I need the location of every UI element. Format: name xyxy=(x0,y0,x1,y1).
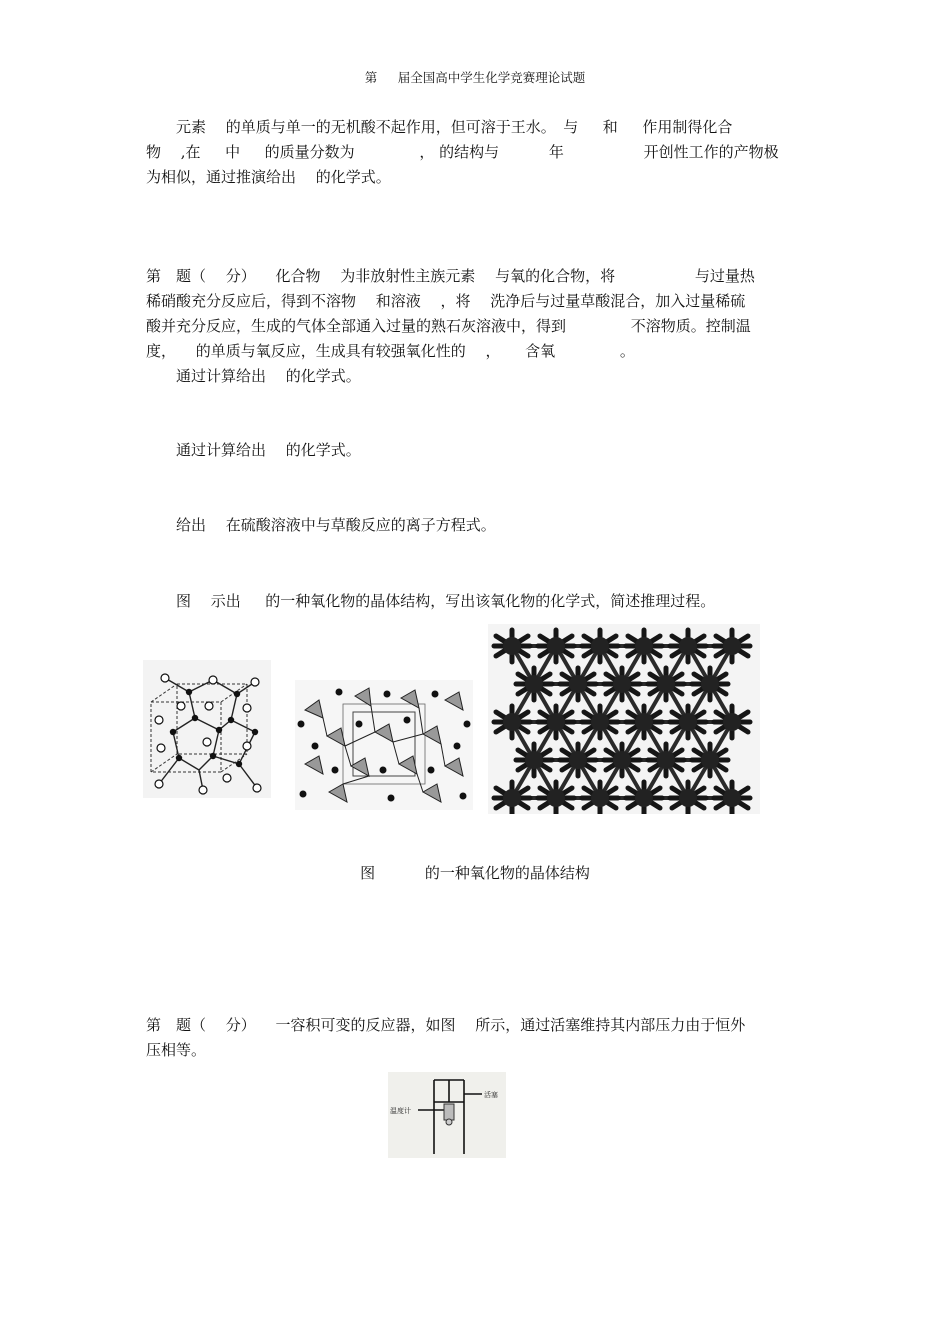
framework-cluster xyxy=(516,668,552,700)
page-header: 第 届全国高中学生化学竞赛理论试题 xyxy=(364,70,586,85)
framework-cluster xyxy=(670,782,706,814)
subquestion-4: 图 示出 的一种氧化物的晶体结构，写出该氧化物的化学式，简述推理过程。 xyxy=(146,592,716,610)
framework-cluster xyxy=(582,630,618,662)
question-heading-line-1: 第 题（ 分） 化合物 为非放射性主族元素 与氧的化合物，将 与过量热 xyxy=(146,267,755,285)
framework-cluster xyxy=(604,668,640,700)
thermometer-label: 温度计 xyxy=(390,1108,411,1115)
piston-label: 活塞 xyxy=(484,1092,498,1099)
subquestion-3: 给出 在硫酸溶液中与草酸反应的离子方程式。 xyxy=(146,516,496,534)
framework-cluster xyxy=(538,782,574,814)
framework-cluster xyxy=(692,668,728,700)
framework-cluster xyxy=(538,630,574,662)
framework-cluster xyxy=(516,744,552,776)
framework-cluster xyxy=(494,630,530,662)
crystal-structure-figure-b xyxy=(295,680,473,810)
framework-cluster xyxy=(692,744,728,776)
framework-cluster xyxy=(626,706,662,738)
reactor-figure xyxy=(388,1072,506,1158)
paragraph-1-line-2: 物 ,在 中 的质量分数为 ， 的结构与 年 开创性工作的产物极 xyxy=(146,143,779,161)
paragraph-1-line-3: 为相似，通过推演给出 的化学式。 xyxy=(146,168,391,186)
question-heading-line-3: 酸并充分反应，生成的气体全部通入过量的熟石灰溶液中，得到 不溶物质。控制温 xyxy=(146,317,751,335)
framework-cluster xyxy=(714,782,750,814)
question-next-line-1: 第 题（ 分） 一容积可变的反应器，如图 所示，通过活塞维持其内部压力由于恒外 xyxy=(146,1016,746,1034)
question-heading-line-2: 稀硝酸充分反应后，得到不溶物 和溶液 ，将 洗净后与过量草酸混合，加入过量稀硫 xyxy=(146,292,746,310)
subquestion-1: 通过计算给出 的化学式。 xyxy=(146,367,361,385)
framework-cluster xyxy=(604,744,640,776)
question-heading-line-4: 度， 的单质与氧反应，生成具有较强氧化性的 ， 含氧 。 xyxy=(146,342,635,360)
framework-cluster xyxy=(714,630,750,662)
paragraph-1-line-1: 元素 的单质与单一的无机酸不起作用，但可溶于王水。 与 和 作用制得化合 xyxy=(146,118,733,136)
question-next-line-2: 压相等。 xyxy=(146,1041,207,1059)
framework-cluster xyxy=(494,706,530,738)
crystal-structure-figure-a xyxy=(143,660,271,798)
framework-cluster xyxy=(670,630,706,662)
framework-cluster xyxy=(582,782,618,814)
framework-cluster xyxy=(714,706,750,738)
framework-cluster xyxy=(560,744,596,776)
framework-cluster xyxy=(560,668,596,700)
framework-cluster xyxy=(494,782,530,814)
framework-cluster xyxy=(626,782,662,814)
framework-cluster xyxy=(648,668,684,700)
framework-cluster xyxy=(538,706,574,738)
figure-caption: 图 的一种氧化物的晶体结构 xyxy=(360,864,590,882)
crystal-structure-figure-c xyxy=(488,624,760,814)
framework-cluster xyxy=(670,706,706,738)
framework-cluster xyxy=(626,630,662,662)
subquestion-2: 通过计算给出 的化学式。 xyxy=(146,441,361,459)
framework-cluster xyxy=(582,706,618,738)
framework-cluster xyxy=(648,744,684,776)
